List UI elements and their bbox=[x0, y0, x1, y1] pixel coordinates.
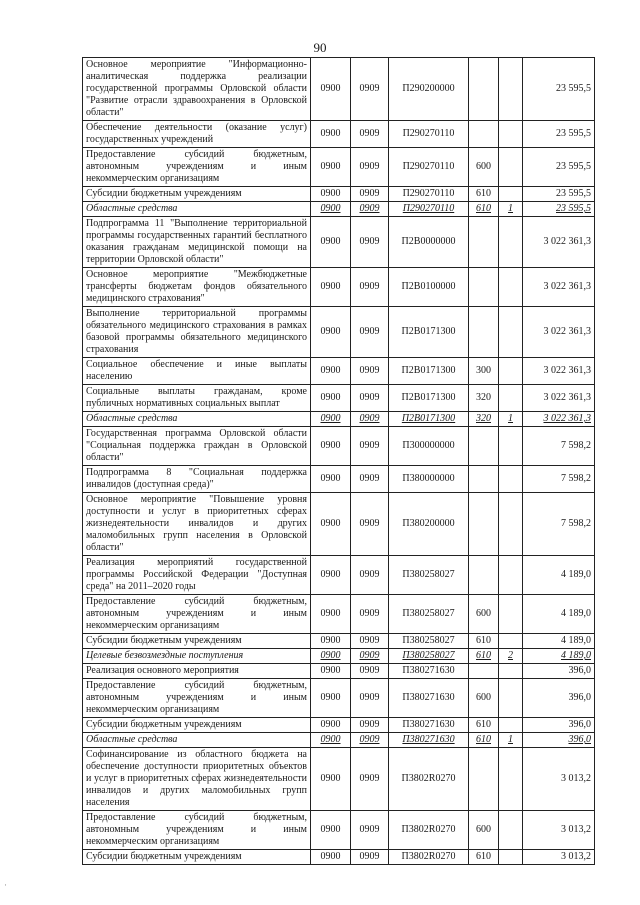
code-section: 0909 bbox=[351, 121, 389, 148]
table-row bbox=[83, 493, 595, 556]
budget-table-body bbox=[83, 58, 595, 865]
row-amount: 396,0 bbox=[523, 718, 595, 733]
row-name: Предоставление субсидий бюджетным, автономным учреждениям и иным некоммерческим организациям bbox=[83, 811, 311, 850]
code-section: 0909 bbox=[351, 634, 389, 649]
row-name: Субсидии бюджетным учреждениям bbox=[83, 634, 311, 649]
code-expense-type: 610 bbox=[469, 187, 499, 202]
code-section: 0909 bbox=[351, 649, 389, 664]
code-expense-type: 300 bbox=[469, 358, 499, 385]
table-row bbox=[83, 595, 595, 634]
code-expense-type: 600 bbox=[469, 148, 499, 187]
row-name: Предоставление субсидий бюджетным, автономным учреждениям и иным некоммерческим организациям bbox=[83, 148, 311, 187]
code-funding-source bbox=[499, 148, 523, 187]
code-target-article: П380258027 bbox=[389, 634, 469, 649]
code-target-article: П380200000 bbox=[389, 493, 469, 556]
code-expense-type: 600 bbox=[469, 595, 499, 634]
code-funding-source bbox=[499, 634, 523, 649]
row-amount: 23 595,5 bbox=[523, 187, 595, 202]
code-section: 0909 bbox=[351, 58, 389, 121]
code-expense-type: 610 bbox=[469, 850, 499, 865]
code-ministry: 0900 bbox=[311, 634, 351, 649]
code-expense-type bbox=[469, 748, 499, 811]
code-expense-type: 600 bbox=[469, 811, 499, 850]
code-section: 0909 bbox=[351, 202, 389, 217]
code-funding-source bbox=[499, 427, 523, 466]
row-amount: 23 595,5 bbox=[523, 202, 595, 217]
code-ministry: 0900 bbox=[311, 748, 351, 811]
row-amount: 7 598,2 bbox=[523, 427, 595, 466]
code-section: 0909 bbox=[351, 427, 389, 466]
code-section: 0909 bbox=[351, 718, 389, 733]
code-expense-type: 610 bbox=[469, 649, 499, 664]
row-name: Реализация основного мероприятия bbox=[83, 664, 311, 679]
code-target-article: П290270110 bbox=[389, 148, 469, 187]
code-funding-source bbox=[499, 385, 523, 412]
table-row bbox=[83, 634, 595, 649]
row-name: Целевые безвозмездные поступления bbox=[83, 649, 311, 664]
row-amount: 23 595,5 bbox=[523, 58, 595, 121]
code-section: 0909 bbox=[351, 811, 389, 850]
row-amount: 4 189,0 bbox=[523, 634, 595, 649]
code-ministry: 0900 bbox=[311, 718, 351, 733]
code-section: 0909 bbox=[351, 679, 389, 718]
table-row bbox=[83, 748, 595, 811]
code-funding-source bbox=[499, 595, 523, 634]
code-section: 0909 bbox=[351, 733, 389, 748]
code-expense-type: 610 bbox=[469, 634, 499, 649]
row-name: Софинансирование из областного бюджета на обеспечение доступности приоритетных объектов и услуг в приоритетных сферах жизнедеятельности инвалидов и других маломобильных групп населения bbox=[83, 748, 311, 811]
row-amount: 3 022 361,3 bbox=[523, 217, 595, 268]
code-section: 0909 bbox=[351, 595, 389, 634]
row-amount: 3 022 361,3 bbox=[523, 412, 595, 427]
code-target-article: П380258027 bbox=[389, 649, 469, 664]
row-amount: 396,0 bbox=[523, 733, 595, 748]
scan-edge-mark: · bbox=[4, 880, 7, 890]
code-ministry: 0900 bbox=[311, 466, 351, 493]
row-name: Социальные выплаты гражданам, кроме публичных нормативных социальных выплат bbox=[83, 385, 311, 412]
code-section: 0909 bbox=[351, 385, 389, 412]
table-row bbox=[83, 217, 595, 268]
code-target-article: П300000000 bbox=[389, 427, 469, 466]
code-expense-type: 320 bbox=[469, 385, 499, 412]
table-row bbox=[83, 850, 595, 865]
table-row bbox=[83, 811, 595, 850]
code-funding-source bbox=[499, 493, 523, 556]
code-target-article: П290200000 bbox=[389, 58, 469, 121]
row-amount: 3 013,2 bbox=[523, 811, 595, 850]
code-section: 0909 bbox=[351, 268, 389, 307]
row-name: Субсидии бюджетным учреждениям bbox=[83, 718, 311, 733]
code-section: 0909 bbox=[351, 217, 389, 268]
code-ministry: 0900 bbox=[311, 307, 351, 358]
code-ministry: 0900 bbox=[311, 187, 351, 202]
table-row bbox=[83, 307, 595, 358]
table-row bbox=[83, 358, 595, 385]
code-target-article: П290270110 bbox=[389, 187, 469, 202]
row-name: Реализация мероприятий государственной программы Российской Федерации "Доступная среда" на 2011–2020 годы bbox=[83, 556, 311, 595]
row-name: Подпрограмма 8 "Социальная поддержка инвалидов (доступная среда)" bbox=[83, 466, 311, 493]
row-name: Основное мероприятие "Информационно-аналитическая поддержка реализации государственной программы Орловской области "Развитие отрасли здравоохранения в Орловской области" bbox=[83, 58, 311, 121]
code-target-article: П2В0171300 bbox=[389, 385, 469, 412]
code-funding-source bbox=[499, 358, 523, 385]
code-target-article: П290270110 bbox=[389, 202, 469, 217]
code-ministry: 0900 bbox=[311, 427, 351, 466]
code-section: 0909 bbox=[351, 556, 389, 595]
code-funding-source bbox=[499, 217, 523, 268]
code-ministry: 0900 bbox=[311, 679, 351, 718]
row-amount: 7 598,2 bbox=[523, 466, 595, 493]
code-section: 0909 bbox=[351, 358, 389, 385]
row-amount: 3 022 361,3 bbox=[523, 385, 595, 412]
code-funding-source bbox=[499, 811, 523, 850]
code-section: 0909 bbox=[351, 493, 389, 556]
code-expense-type bbox=[469, 217, 499, 268]
table-row bbox=[83, 121, 595, 148]
code-target-article: П2В0100000 bbox=[389, 268, 469, 307]
code-target-article: П3802R0270 bbox=[389, 748, 469, 811]
code-funding-source bbox=[499, 748, 523, 811]
funding-source-row bbox=[83, 412, 595, 427]
code-funding-source bbox=[499, 187, 523, 202]
code-target-article: П3802R0270 bbox=[389, 811, 469, 850]
code-target-article: П380271630 bbox=[389, 679, 469, 718]
row-amount: 4 189,0 bbox=[523, 595, 595, 634]
code-ministry: 0900 bbox=[311, 556, 351, 595]
code-funding-source: 1 bbox=[499, 202, 523, 217]
table-row bbox=[83, 385, 595, 412]
code-expense-type bbox=[469, 307, 499, 358]
row-name: Социальное обеспечение и иные выплаты населению bbox=[83, 358, 311, 385]
row-amount: 23 595,5 bbox=[523, 148, 595, 187]
code-ministry: 0900 bbox=[311, 664, 351, 679]
table-row bbox=[83, 556, 595, 595]
code-expense-type bbox=[469, 466, 499, 493]
code-ministry: 0900 bbox=[311, 649, 351, 664]
row-amount: 3 013,2 bbox=[523, 850, 595, 865]
budget-table bbox=[82, 57, 595, 865]
code-funding-source: 1 bbox=[499, 733, 523, 748]
row-name: Субсидии бюджетным учреждениям bbox=[83, 850, 311, 865]
code-section: 0909 bbox=[351, 664, 389, 679]
code-ministry: 0900 bbox=[311, 58, 351, 121]
code-funding-source bbox=[499, 58, 523, 121]
code-section: 0909 bbox=[351, 466, 389, 493]
row-amount: 7 598,2 bbox=[523, 493, 595, 556]
row-name: Субсидии бюджетным учреждениям bbox=[83, 187, 311, 202]
code-target-article: П380000000 bbox=[389, 466, 469, 493]
row-amount: 3 013,2 bbox=[523, 748, 595, 811]
code-expense-type bbox=[469, 556, 499, 595]
table-row bbox=[83, 148, 595, 187]
code-target-article: П290270110 bbox=[389, 121, 469, 148]
code-funding-source bbox=[499, 556, 523, 595]
row-amount: 3 022 361,3 bbox=[523, 307, 595, 358]
table-row bbox=[83, 268, 595, 307]
code-section: 0909 bbox=[351, 412, 389, 427]
code-section: 0909 bbox=[351, 148, 389, 187]
code-section: 0909 bbox=[351, 187, 389, 202]
code-funding-source: 1 bbox=[499, 412, 523, 427]
code-ministry: 0900 bbox=[311, 850, 351, 865]
code-funding-source bbox=[499, 466, 523, 493]
code-target-article: П2В0171300 bbox=[389, 412, 469, 427]
row-name: Предоставление субсидий бюджетным, автономным учреждениям и иным некоммерческим организациям bbox=[83, 595, 311, 634]
code-ministry: 0900 bbox=[311, 412, 351, 427]
code-funding-source bbox=[499, 307, 523, 358]
table-row bbox=[83, 718, 595, 733]
table-row bbox=[83, 466, 595, 493]
code-funding-source bbox=[499, 121, 523, 148]
code-ministry: 0900 bbox=[311, 811, 351, 850]
code-expense-type bbox=[469, 268, 499, 307]
code-ministry: 0900 bbox=[311, 121, 351, 148]
code-section: 0909 bbox=[351, 850, 389, 865]
code-expense-type bbox=[469, 121, 499, 148]
row-name: Основное мероприятие "Межбюджетные трансферты бюджетам фондов обязательного медицинского страхования" bbox=[83, 268, 311, 307]
row-amount: 3 022 361,3 bbox=[523, 268, 595, 307]
code-ministry: 0900 bbox=[311, 385, 351, 412]
code-ministry: 0900 bbox=[311, 358, 351, 385]
code-target-article: П2В0171300 bbox=[389, 307, 469, 358]
row-name: Государственная программа Орловской области "Социальная поддержка граждан в Орловской области" bbox=[83, 427, 311, 466]
row-amount: 396,0 bbox=[523, 679, 595, 718]
row-name: Основное мероприятие "Повышение уровня доступности и услуг в приоритетных сферах жизнедеятельности инвалидов и других маломобильных групп населения в Орловской области" bbox=[83, 493, 311, 556]
row-amount: 3 022 361,3 bbox=[523, 358, 595, 385]
code-expense-type: 610 bbox=[469, 733, 499, 748]
code-section: 0909 bbox=[351, 307, 389, 358]
table-row bbox=[83, 58, 595, 121]
code-expense-type bbox=[469, 427, 499, 466]
code-target-article: П3802R0270 bbox=[389, 850, 469, 865]
page-number: 90 bbox=[313, 40, 327, 55]
row-amount: 396,0 bbox=[523, 664, 595, 679]
code-expense-type: 600 bbox=[469, 679, 499, 718]
code-funding-source bbox=[499, 664, 523, 679]
code-expense-type: 610 bbox=[469, 202, 499, 217]
row-name: Обеспечение деятельности (оказание услуг) государственных учреждений bbox=[83, 121, 311, 148]
table-row bbox=[83, 427, 595, 466]
code-funding-source: 2 bbox=[499, 649, 523, 664]
code-ministry: 0900 bbox=[311, 595, 351, 634]
code-expense-type: 610 bbox=[469, 718, 499, 733]
row-name: Предоставление субсидий бюджетным, автономным учреждениям и иным некоммерческим организациям bbox=[83, 679, 311, 718]
funding-source-row bbox=[83, 649, 595, 664]
row-name: Областные средства bbox=[83, 202, 311, 217]
code-ministry: 0900 bbox=[311, 148, 351, 187]
code-funding-source bbox=[499, 850, 523, 865]
row-name: Областные средства bbox=[83, 733, 311, 748]
code-expense-type bbox=[469, 493, 499, 556]
code-target-article: П380271630 bbox=[389, 718, 469, 733]
code-target-article: П380271630 bbox=[389, 733, 469, 748]
code-funding-source bbox=[499, 679, 523, 718]
code-target-article: П380258027 bbox=[389, 556, 469, 595]
row-amount: 4 189,0 bbox=[523, 556, 595, 595]
code-funding-source bbox=[499, 718, 523, 733]
code-ministry: 0900 bbox=[311, 493, 351, 556]
table-row bbox=[83, 664, 595, 679]
code-expense-type bbox=[469, 664, 499, 679]
row-name: Областные средства bbox=[83, 412, 311, 427]
code-ministry: 0900 bbox=[311, 202, 351, 217]
code-expense-type bbox=[469, 58, 499, 121]
code-ministry: 0900 bbox=[311, 217, 351, 268]
row-name: Подпрограмма 11 "Выполнение территориальной программы государственных гарантий бесплатного оказания гражданам медицинской помощи на территории Орловской области" bbox=[83, 217, 311, 268]
row-name: Выполнение территориальной программы обязательного медицинского страхования в рамках базовой программы обязательного медицинского страхования bbox=[83, 307, 311, 358]
code-target-article: П380271630 bbox=[389, 664, 469, 679]
row-amount: 23 595,5 bbox=[523, 121, 595, 148]
table-row bbox=[83, 187, 595, 202]
code-ministry: 0900 bbox=[311, 268, 351, 307]
code-section: 0909 bbox=[351, 748, 389, 811]
code-ministry: 0900 bbox=[311, 733, 351, 748]
table-row bbox=[83, 679, 595, 718]
code-expense-type: 320 bbox=[469, 412, 499, 427]
code-target-article: П380258027 bbox=[389, 595, 469, 634]
funding-source-row bbox=[83, 733, 595, 748]
row-amount: 4 189,0 bbox=[523, 649, 595, 664]
funding-source-row bbox=[83, 202, 595, 217]
code-funding-source bbox=[499, 268, 523, 307]
code-target-article: П2В0000000 bbox=[389, 217, 469, 268]
code-target-article: П2В0171300 bbox=[389, 358, 469, 385]
